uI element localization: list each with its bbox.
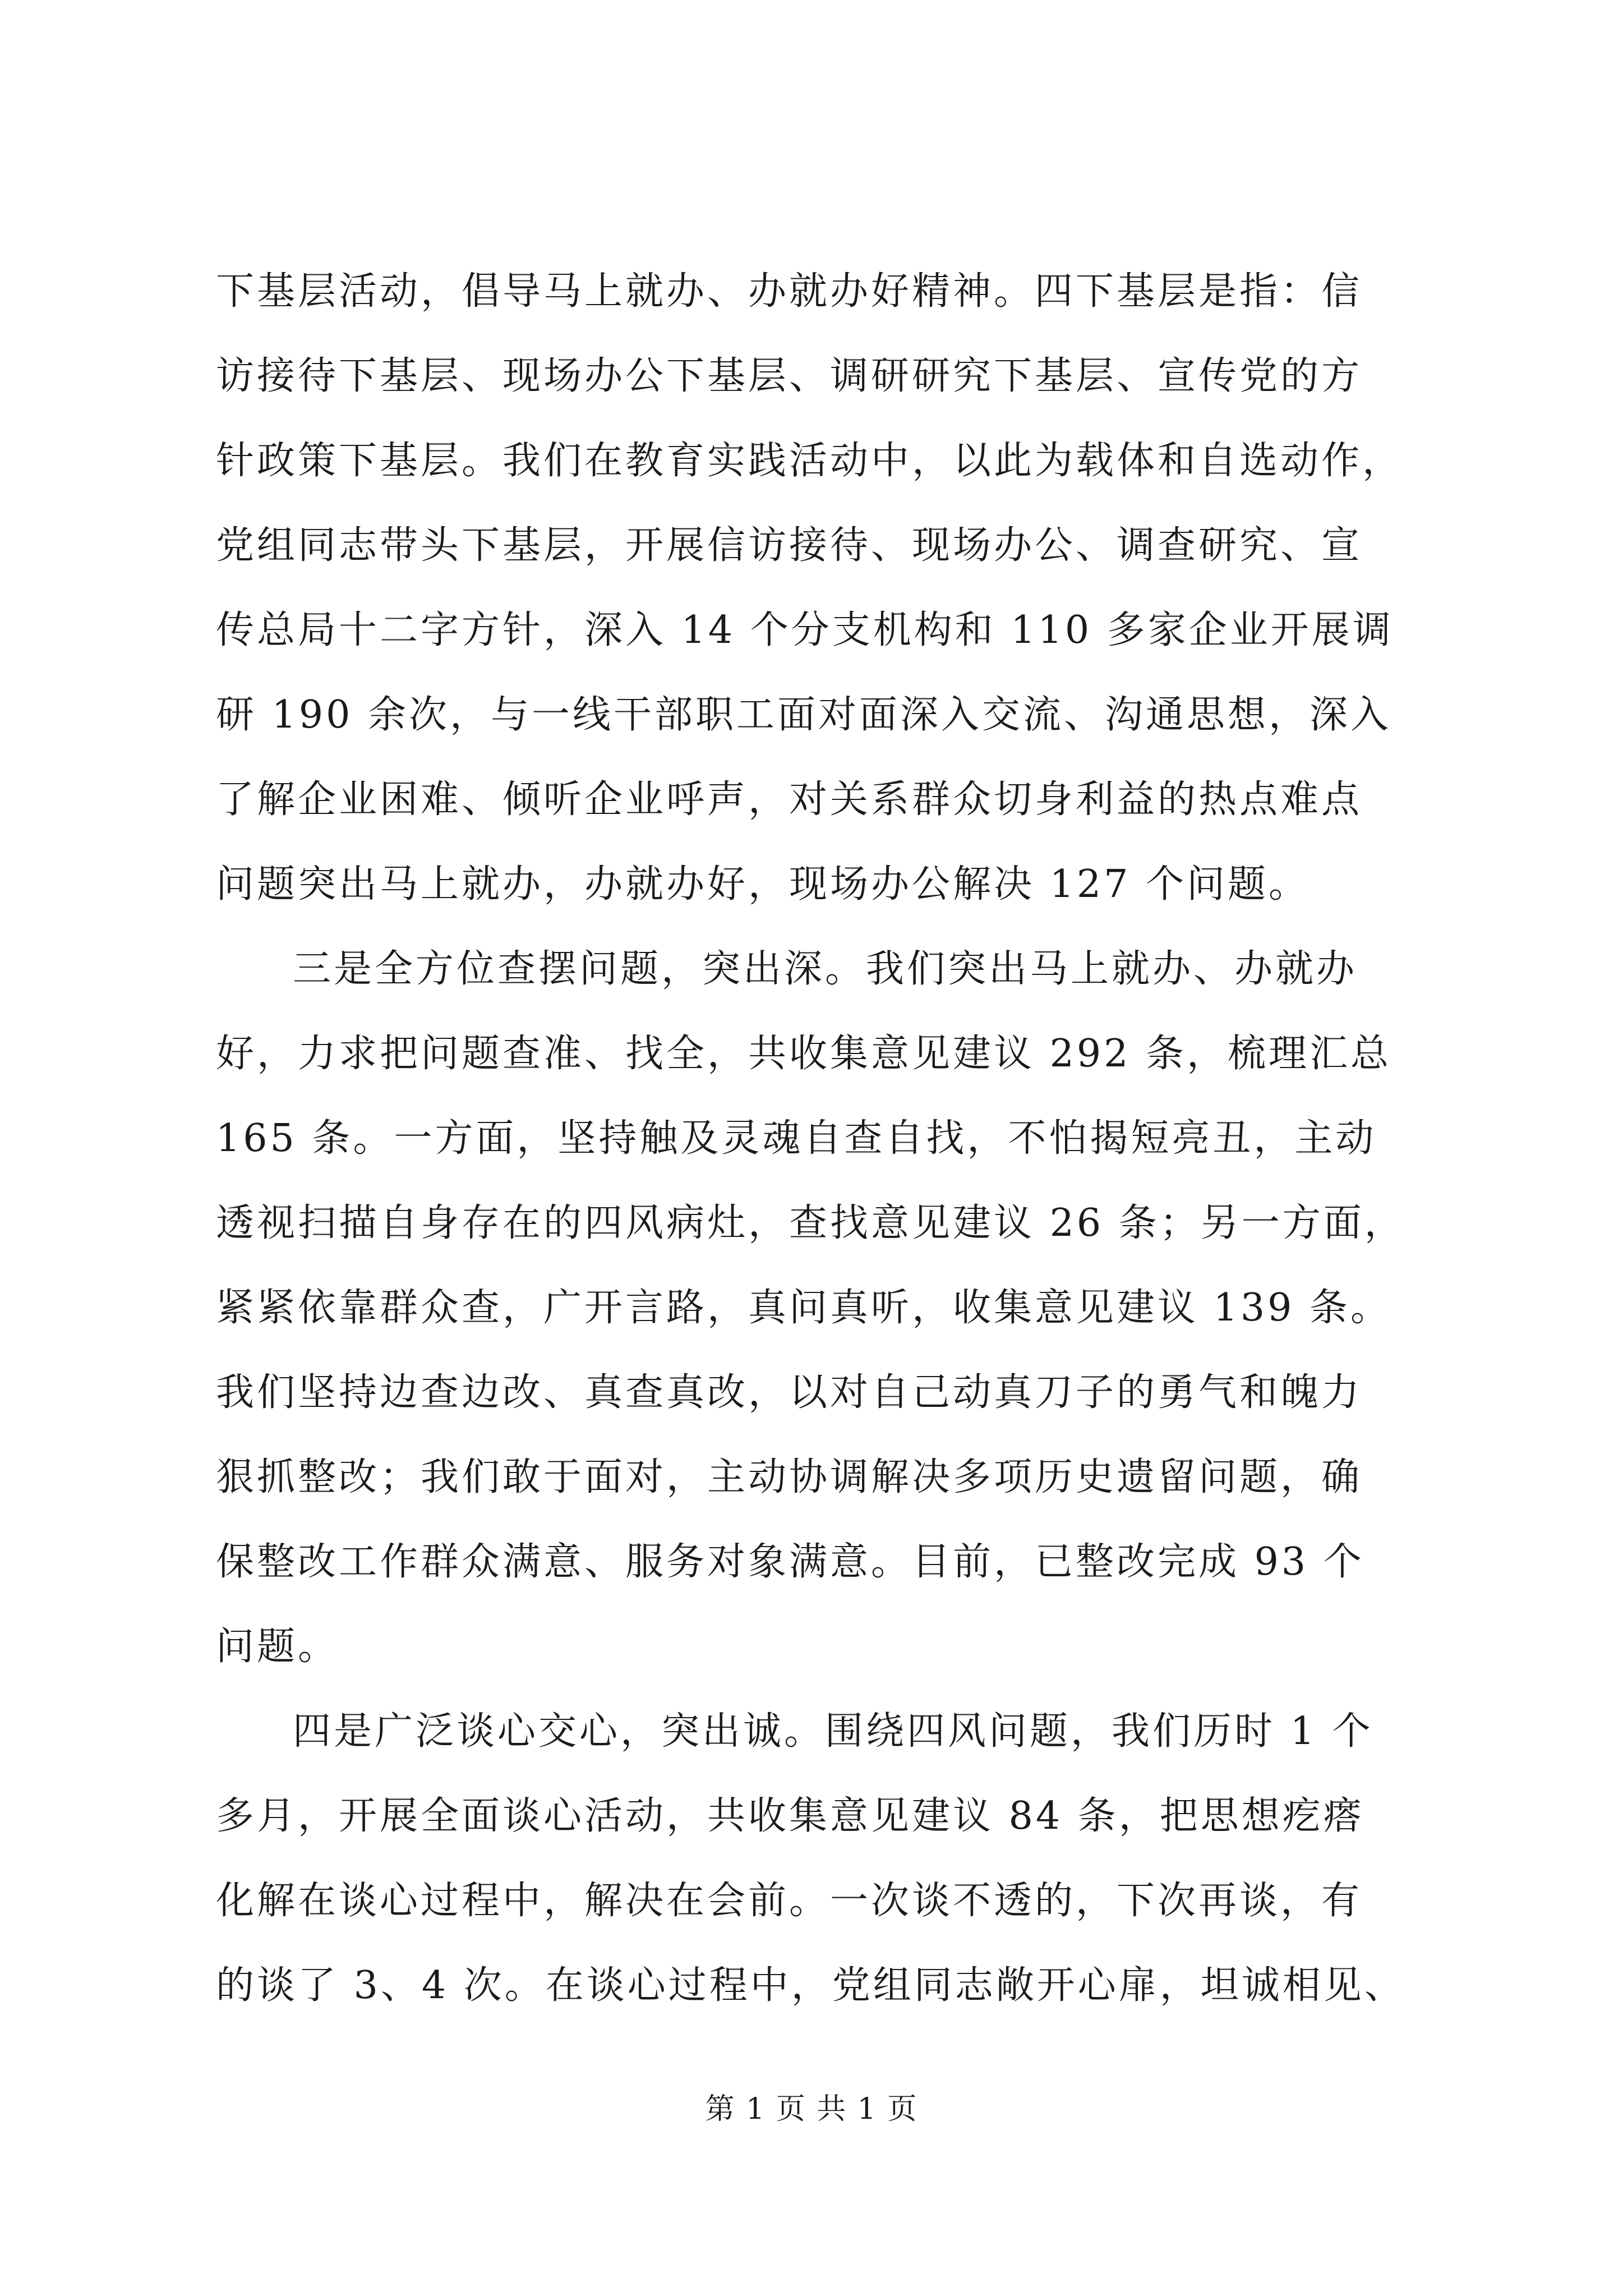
body-line: 狠抓整改；我们敢于面对，主动协调解决多项历史遗留问题，确 [216, 1455, 1363, 1499]
body-line: 研 190 余次，与一线干部职工面对面深入交流、沟通思想，深入 [216, 693, 1392, 737]
body-line: 了解企业困难、倾听企业呼声，对关系群众切身利益的热点难点 [216, 777, 1363, 822]
paragraph-start-line: 四是广泛谈心交心，突出诚。围绕四风问题，我们历时 1 个 [293, 1709, 1373, 1754]
body-line: 好，力求把问题查准、找全，共收集意见建议 292 条，梳理汇总 [216, 1032, 1392, 1076]
body-line: 165 条。一方面，坚持触及灵魂自查自找，不怕揭短亮丑，主动 [216, 1116, 1377, 1161]
paragraph-start-line: 三是全方位查摆问题，突出深。我们突出马上就办、办就办 [293, 947, 1358, 991]
body-line: 保整改工作群众满意、服务对象满意。目前，已整改完成 93 个 [216, 1540, 1364, 1584]
body-line: 问题突出马上就办，办就办好，现场办公解决 127 个问题。 [216, 862, 1310, 907]
body-line: 紧紧依靠群众查，广开言路，真问真听，收集意见建议 139 条。 [216, 1286, 1392, 1330]
body-line: 透视扫描自身存在的四风病灶，查找意见建议 26 条；另一方面， [216, 1201, 1405, 1245]
body-line: 化解在谈心过程中，解决在会前。一次谈不透的，下次再谈，有 [216, 1879, 1363, 1923]
body-line: 传总局十二字方针，深入 14 个分支机构和 110 多家企业开展调 [216, 608, 1394, 652]
body-line: 访接待下基层、现场办公下基层、调研研究下基层、宣传党的方 [216, 354, 1363, 398]
body-line: 下基层活动，倡导马上就办、办就办好精神。四下基层是指：信 [216, 269, 1363, 314]
body-line: 针政策下基层。我们在教育实践活动中，以此为载体和自选动作， [216, 439, 1404, 483]
body-line: 党组同志带头下基层，开展信访接待、现场办公、调查研究、宣 [216, 523, 1363, 568]
body-line: 的谈了 3、4 次。在谈心过程中，党组同志敞开心扉，坦诚相见、 [216, 1963, 1405, 2008]
body-line: 我们坚持边查边改、真查真改，以对自己动真刀子的勇气和魄力 [216, 1370, 1363, 1415]
body-line: 多月，开展全面谈心活动，共收集意见建议 84 条，把思想疙瘩 [216, 1794, 1364, 1838]
body-line: 问题。 [216, 1625, 339, 1669]
page-number-footer: 第 1 页 共 1 页 [705, 2092, 918, 2126]
